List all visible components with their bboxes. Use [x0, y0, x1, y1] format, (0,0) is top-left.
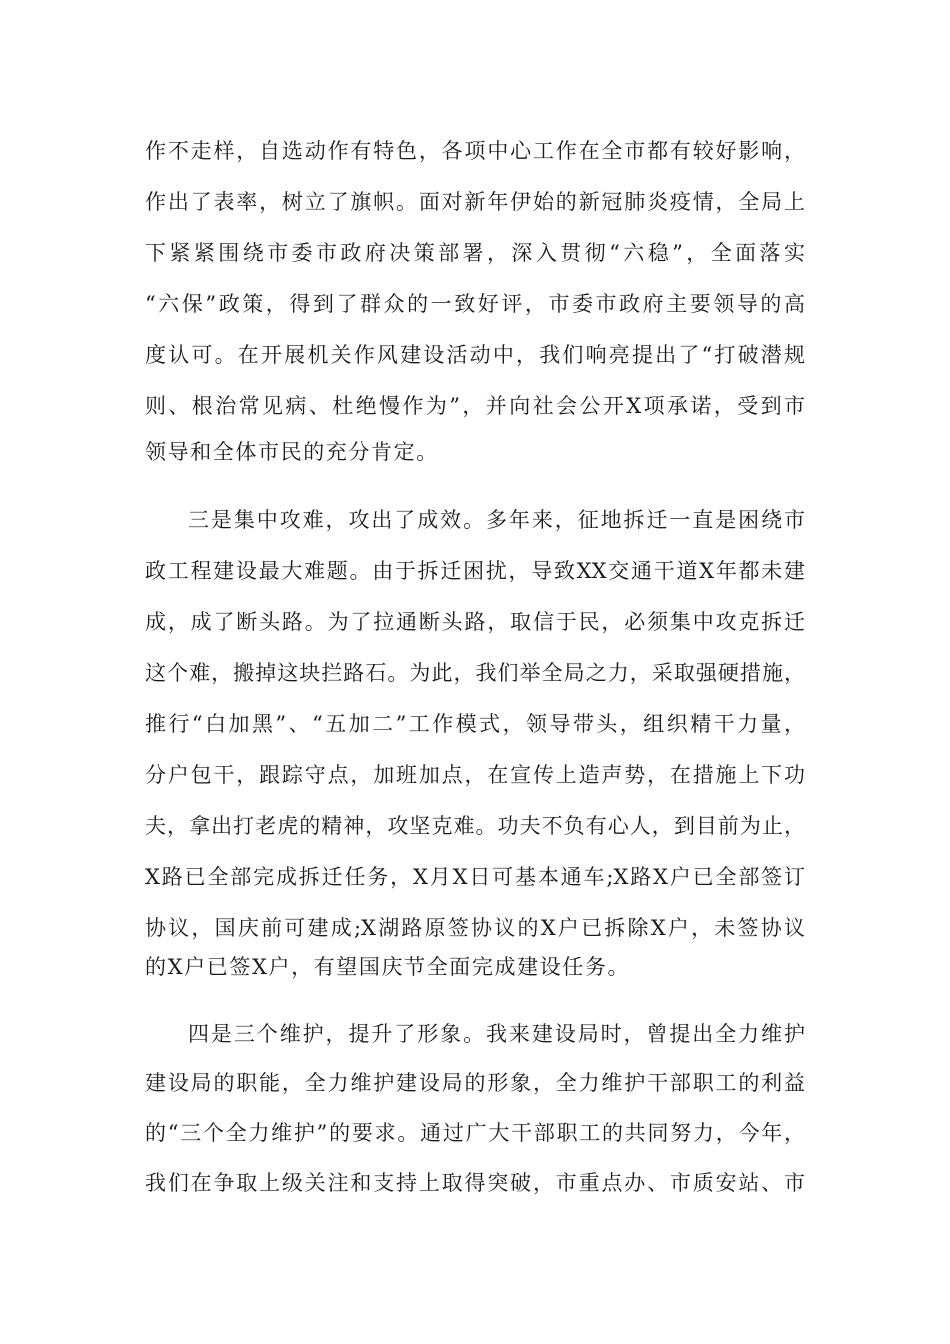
text-line: 这个难，搬掉这块拦路石。为此，我们举全局之力，采取强硬措施， — [145, 661, 805, 685]
text-line: 建设局的职能，全力维护建设局的形象，全力维护干部职工的利益 — [145, 1071, 805, 1095]
text-line: 夫，拿出打老虎的精神，攻坚克难。功夫不负有心人，到目前为止， — [145, 814, 805, 838]
text-line: “六保”政策，得到了群众的一致好评，市委市政府主要领导的高 — [145, 292, 805, 316]
text-line: 分户包干，跟踪守点，加班加点，在宣传上造声势，在措施上下功 — [145, 763, 805, 787]
text-line: 领导和全体市民的充分肯定。 — [145, 440, 439, 464]
text-line: 的X户已签X户，有望国庆节全面完成建设任务。 — [145, 955, 631, 979]
paragraph-first-line: 四是三个维护，提升了形象。我来建设局时，曾提出全力维护 — [188, 1022, 805, 1046]
paragraph-first-line: 三是集中攻难，攻出了成效。多年来，征地拆迁一直是困绕市 — [188, 508, 805, 532]
text-line: 的“三个全力维护”的要求。通过广大干部职工的共同努力，今年， — [145, 1121, 805, 1145]
text-line: 下紧紧围绕市委市政府决策部署，深入贯彻“六稳”，全面落实 — [145, 241, 805, 265]
text-line: 成，成了断头路。为了拉通断头路，取信于民，必须集中攻克拆迁 — [145, 610, 805, 634]
text-line: 政工程建设最大难题。由于拆迁困扰，导致XX交通干道X年都未建 — [145, 559, 805, 583]
text-line: 度认可。在开展机关作风建设活动中，我们响亮提出了“打破潜规 — [145, 343, 805, 367]
text-line: X路已全部完成拆迁任务，X月X日可基本通车;X路X户已全部签订 — [145, 865, 805, 889]
text-line: 我们在争取上级关注和支持上取得突破，市重点办、市质安站、市 — [145, 1171, 805, 1195]
text-line: 作出了表率，树立了旗帜。面对新年伊始的新冠肺炎疫情，全局上 — [145, 190, 805, 214]
text-line: 作不走样，自选动作有特色，各项中心工作在全市都有较好影响， — [145, 139, 805, 163]
text-line: 则、根治常见病、杜绝慢作为”，并向社会公开X项承诺，受到市 — [145, 394, 805, 418]
text-line: 协议，国庆前可建成;X湖路原签协议的X户已拆除X户，未签协议 — [145, 916, 805, 940]
text-line: 推行“白加黑”、“五加二”工作模式，领导带头，组织精干力量， — [145, 712, 805, 736]
